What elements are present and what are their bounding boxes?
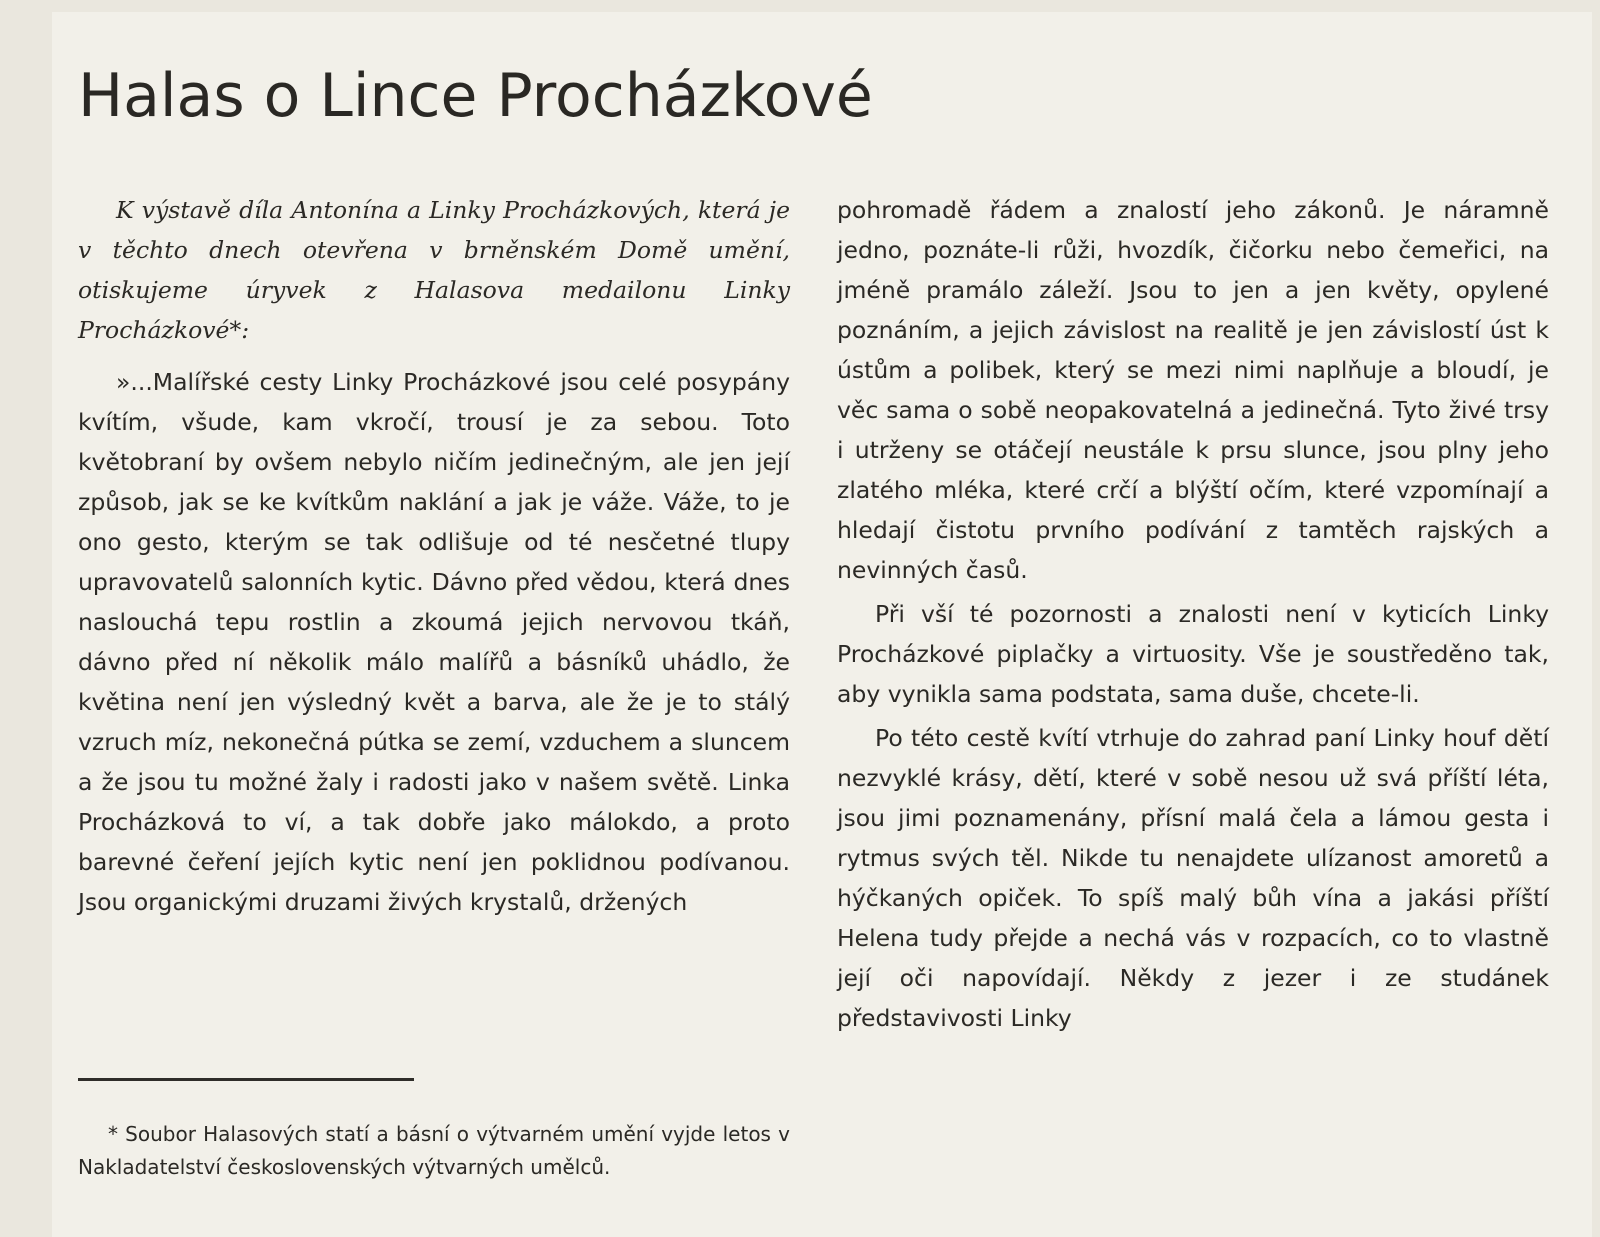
footnote: * Soubor Halasových statí a básní o výtvarném umění vyjde letos v Nakladatelství československých výtvarných umělců. (78, 1122, 790, 1179)
article-title: Halas o Lince Procházkové (78, 61, 873, 131)
body-paragraph-1: »...Malířské cesty Linky Procházkové jsou celé posypány kvítím, všude, kam vkročí, trousí je za sebou. Toto květobraní by ovšem nebylo ničím jedinečným, ale jen její způsob, jak se ke kvítkům naklání a jak je váže. Váže, to je ono gesto, kterým se tak odlišuje od té nesčetné tlupy upravovatelů salonních kytic. Dávno před vědou, která dnes naslouchá tepu rostlin a zkoumá jejich nervovou tkáň, dávno před ní několik málo malířů a básníků uhádlo, že květina není jen výsledný květ a barva, ale že je to stálý vzruch míz, nekonečná pútka se zemí, vzduchem a sluncem a že jsou tu možné žaly i radosti jako v našem světě. Linka Procházková to ví, a tak dobře jako málokdo, a proto barevné čeření jejích kytic není jen poklidnou podívanou. Jsou organickými druzami živých krystalů, držených (78, 368, 790, 916)
body-paragraph-2: pohromadě řádem a znalostí jeho zákonů. Je náramně jedno, poznáte-li růži, hvozdík, čičorku nebo čemeřici, na jméně pramálo záleží. Jsou to jen a jen květy, opylené poznáním, a jejich závislost na realitě je jen závislostí úst k ústům a polibek, který se mezi nimi naplňuje a bloudí, je věc sama o sobě neopakovatelná a jedinečná. Tyto živé trsy i utrženy se otáčejí neustále k prsu slunce, jsou plny jeho zlatého mléka, které crčí a blýští očím, které vzpomínají a hledají čistotu prvního podívání z tamtěch rajských a nevinných časů. (837, 196, 1549, 584)
footnote-divider (78, 1078, 414, 1081)
left-column (78, 190, 790, 922)
body-paragraph-4: Po této cestě kvítí vtrhuje do zahrad paní Linky houf dětí nezvyklé krásy, dětí, které v sobě nesou už svá příští léta, jsou jimi poznamenány, přísní malá čela a lámou gesta i rytmus svých těl. Nikde tu nenajdete ulízanost amoretů a hýčkaných opiček. To spíš malý bůh vína a jakási příští Helena tudy přejde a nechá vás v rozpacích, co to vlastně její oči napovídají. Někdy z jezer i ze studánek představivosti Linky (837, 724, 1549, 1032)
right-column (837, 190, 1549, 1038)
article-intro: K výstavě díla Antonína a Linky Procházkových, která je v těchto dnech otevřena v brněnském Domě umění, otiskujeme úryvek z Halasova medailonu Linky Procházkové*: (78, 196, 790, 344)
body-paragraph-3: Při vší té pozornosti a znalosti není v kyticích Linky Procházkové piplačky a virtuosity. Vše je soustředěno tak, aby vynikla sama podstata, sama duše, chcete-li. (837, 600, 1549, 708)
